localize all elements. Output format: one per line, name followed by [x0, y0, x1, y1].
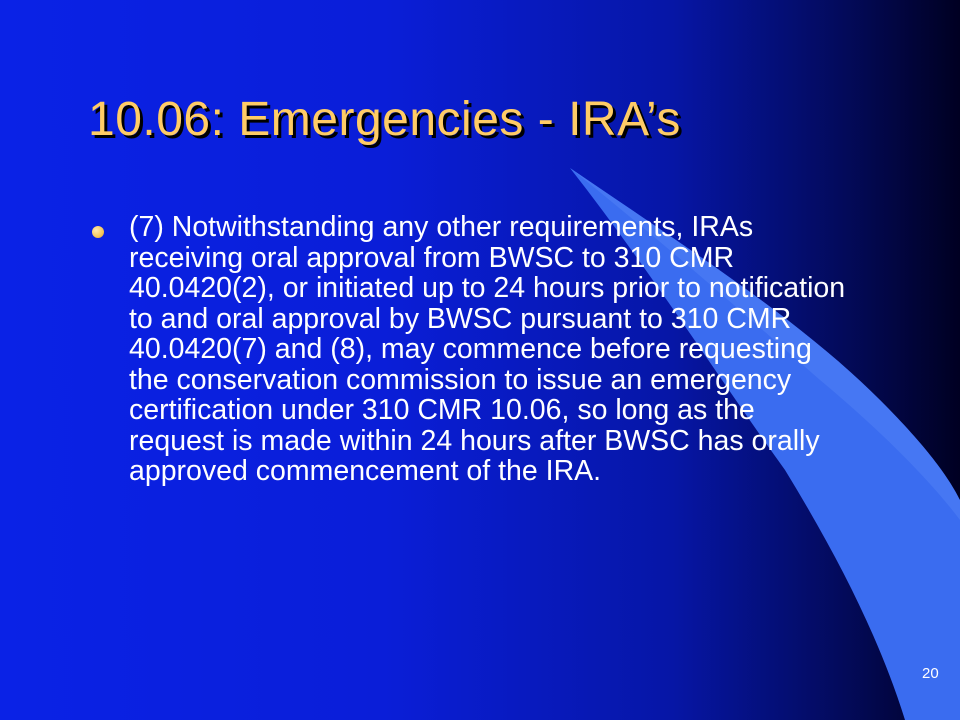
slide-title: 10.06: Emergencies - IRA’s [88, 93, 681, 146]
bullet-dot-icon [92, 226, 104, 238]
bullet-list [92, 212, 852, 487]
bullet-item [92, 212, 852, 487]
page-number: 20 [922, 665, 939, 682]
bullet-text: (7) Notwithstanding any other requirements, IRAs receiving oral approval from BWSC to 310 CMR 40.0420(2), or initiated up to 24 hours prior to notification to and oral approval by BWSC pursuant to 310 CMR 40.0420(7) and (8), may commence before requesting the conservation commission to issue an emergency certification under 310 CMR 10.06, so long as the request is made within 24 hours after BWSC has orally approved commencement of the IRA. [129, 211, 846, 487]
